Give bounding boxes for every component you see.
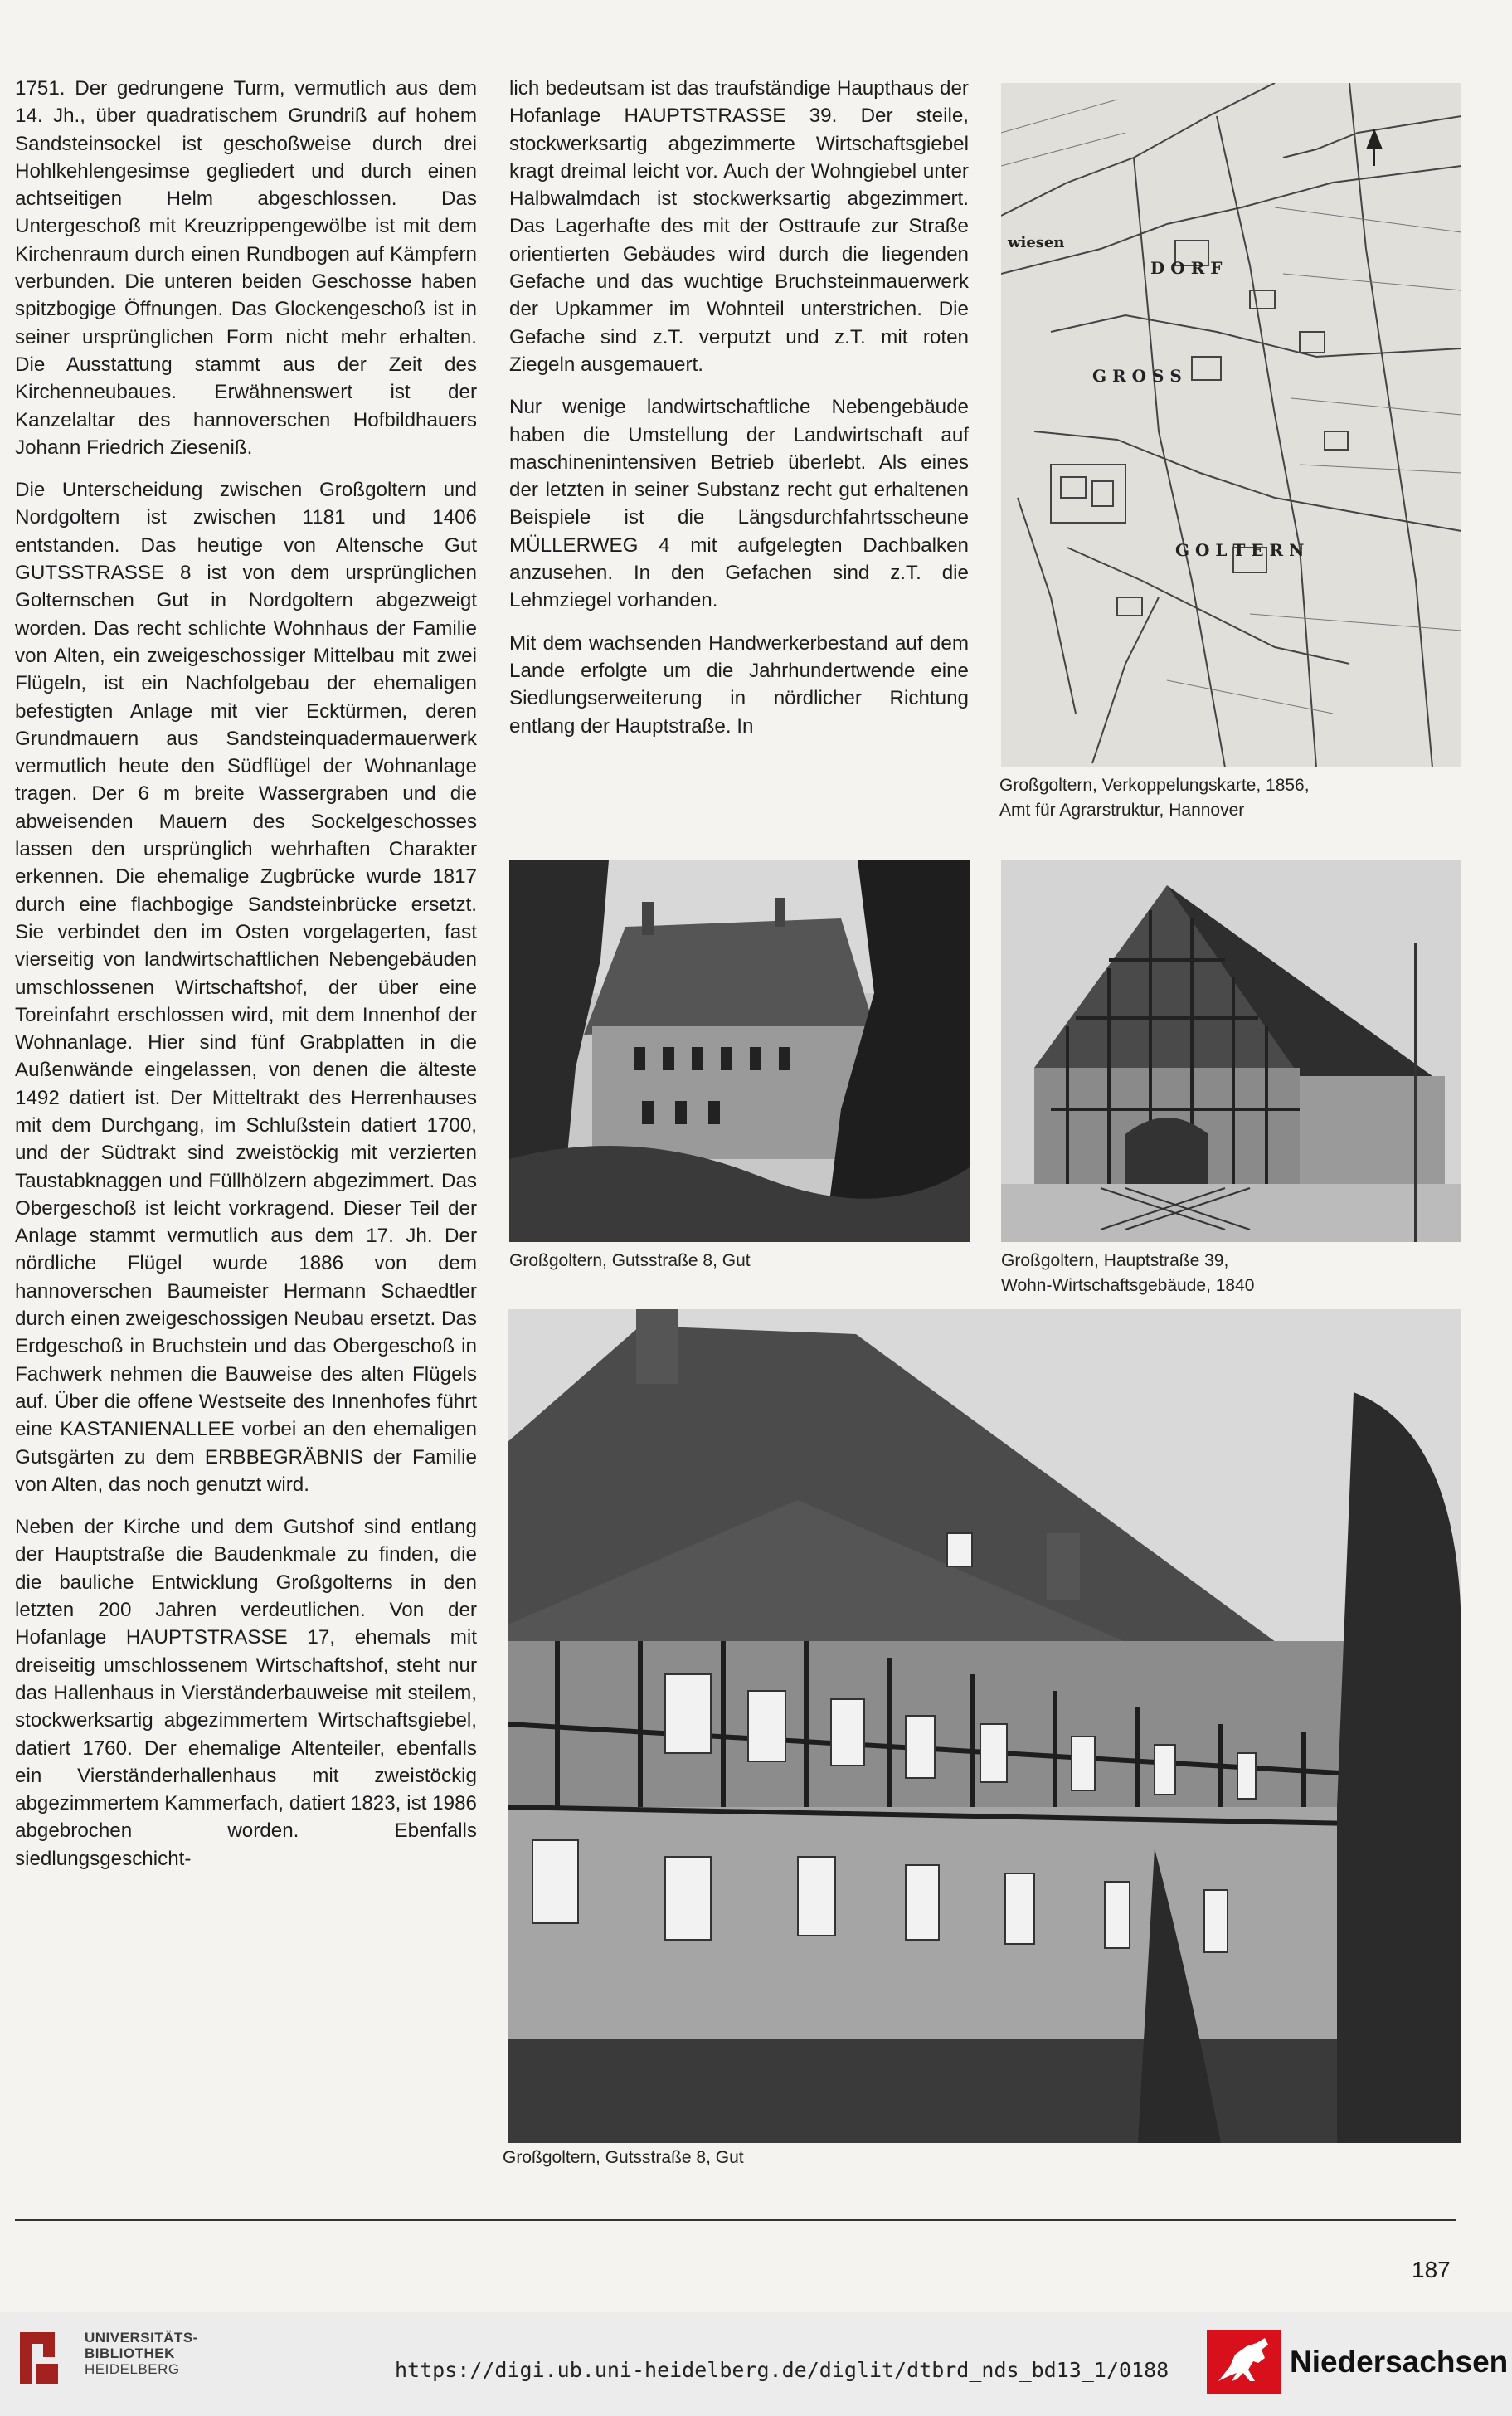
map-label-wiesen: wiesen — [1008, 234, 1065, 251]
page-number: 187 — [1412, 2257, 1451, 2282]
map-label-dorf: D O R F — [1150, 258, 1223, 278]
text-column-left — [15, 75, 477, 1888]
photo-hauptstrasse-39 — [1001, 860, 1461, 1242]
photo2-caption: Großgoltern, Hauptstraße 39, Wohn-Wirtschaftsgebäude, 1840 — [1001, 1251, 1255, 1295]
map-label-goltern: G O L T E R N — [1175, 540, 1305, 560]
lower-saxony-name: Niedersachsen — [1290, 2345, 1509, 2379]
paragraph: Nur wenige landwirtschaftliche Nebengebäude haben die Umstellung der Landwirtschaft auf maschinenintensiven Betrieb überlebt. Als eines der letzten in seiner Substanz recht gut erhaltenen Beispiele ist die Längsdurchfahrtsscheune MÜLLERWEG 4 mit aufgelegten Dachbalken anzusehen. In den Gefachen sind z.T. die Lehmziegel vorhanden. — [509, 396, 969, 612]
photo1-caption: Großgoltern, Gutsstraße 8, Gut — [509, 1251, 751, 1270]
paragraph: Mit dem wachsenden Handwerkerbestand auf dem Lande erfolgte um die Jahrhundertwende eine Siedlungserweiterung in nördlicher Richtung entlang der Hauptstraße. In — [509, 631, 969, 738]
photo-gutsstrasse-garden — [509, 860, 970, 1242]
university-library-name[interactable]: UNIVERSITÄTS- BIBLIOTHEK HEIDELBERG — [85, 2330, 198, 2377]
paragraph: 1751. Der gedrungene Turm, vermutlich aus dem 14. Jh., über quadratischem Grundriß auf hohem Sandsteinsockel ist geschoßweise durch drei Hohlkehlengesimse gegliedert und durch einen achtseitigen Helm abgeschlossen. Das Untergeschoß mit Kreuzrippengewölbe ist mit dem Kirchenraum durch einen Rundbogen auf Kämpfern verbunden. Die unteren beiden Geschosse haben spitzbogige Öffnungen. Das Glockengeschoß ist in seiner ursprünglichen Form nicht mehr erhalten. Die Ausstattung stammt aus der Zeit des Kirchenneubaues. Erwähnenswert ist der Kanzelaltar des hannoverschen Hofbildhauers Johann Friedrich Ziesenіß. — [15, 77, 477, 459]
paragraph: Neben der Kirche und dem Gutshof sind entlang der Hauptstraße die Baudenkmale zu finden, die die bauliche Entwicklung Großgolterns in den letzten 200 Jahren verdeutlichen. Von der Hofanlage HAUPTSTRASSE 17, ehemals mit dreiseitig umschlossenem Wirtschaftshof, steht nur das Hallenhaus in Vierständerbauweise mit steilem, stockwerksartig abgezimmertem Wirtschaftsgiebel, datiert 1760. Der ehemalige Altenteiler, ebenfalls ein Vierständerhallenhaus mit zweistöckig abgezimmertem Kammerfach, datiert 1823, ist 1986 abgebrochen worden. Ebenfalls siedlungsgeschicht- — [15, 1516, 477, 1870]
footer-rule — [15, 2219, 1456, 2221]
lower-saxony-horse-icon — [1207, 2330, 1281, 2394]
university-library-logo-icon[interactable] — [17, 2321, 65, 2394]
paragraph: Die Unterscheidung zwischen Großgoltern und Nordgoltern ist zwischen 1181 und 1406 entstanden. Das heutige von Altensche Gut GUTSSTRASSE 8 ist von dem ursprünglichen Golternschen Gut in Nordgoltern abgezweigt worden. Das recht schlichte Wohnhaus der Familie von Alten, ein zweigeschossiger Mittelbau mit zwei Flügeln, ist ein Nachfolgebau der ehemaligen befestigten Anlage mit vier Ecktürmen, deren Grundmauern aus Sandsteinquadermauerwerk vermutlich heute den Südflügel der Wohnanlage tragen. Der 6 m breite Wassergraben und die abweisenden Mauern des Sockelgeschosses lassen den ursprünglich wehrhaften Charakter erkennen. Die ehemalige Zugbrücke wurde 1817 durch eine flachbogige Sandsteinbrücke ersetzt. Sie verbindet den im Osten vorgelagerten, fast vierseitig von landwirtschaftlichen Nebengebäuden umschlossenen Wirtschaftshof, der über eine Toreinfahrt erschlossen wird, mit dem Innenhof der Wohnanlage. Hier sind fünf Grabplatten in die Außenwände eingelassen, von denen die älteste 1492 datiert ist. Der Mitteltrakt des Herrenhauses mit dem Durchgang, im Schlußstein datiert 1700, und der Südtrakt sind zweistöckig mit verzierten Taustabknaggen und Füllhölzern abgezimmert. Das Obergeschoß ist leicht vorkragend. Dieser Teil der Anlage stammt vermutlich aus dem 17. Jh. Der nördliche Flügel wurde 1886 von dem hannoverschen Baumeister Hermann Schaedtler durch einen zweigeschossigen Neubau ersetzt. Das Erdgeschoß in Bruchstein und das Obergeschoß in Fachwerk nehmen die Bauweise des alten Flügels auf. Über die offene Westseite des Innenhofes führt eine KASTANIENALLEE vorbei an den ehemaligen Gutsgärten zu dem ERBBEGRÄBNIS der Familie von Alten, das noch genutzt wird. — [15, 479, 477, 1496]
photo3-caption: Großgoltern, Gutsstraße 8, Gut — [503, 2148, 744, 2167]
map-caption: Großgoltern, Verkoppelungskarte, 1856, Amt für Agrarstruktur, Hannover — [999, 776, 1310, 820]
source-url-link[interactable]: https://digi.ub.uni-heidelberg.de/diglit/dtbrd_nds_bd13_1/0188 — [395, 2358, 1169, 2382]
map-label-gross: G R O S S — [1092, 366, 1182, 386]
text-column-middle — [509, 75, 969, 755]
paragraph: lich bedeutsam ist das traufständige Haupthaus der Hofanlage HAUPTSTRASSE 39. Der steile, stockwerksartig abgezimmerte Wirtschaftsgiebel kragt dreimal leicht vor. Auch der Wohngiebel unter Halbwalmdach ist stockwerksartig abgezimmert. Das Lagerhafte des mit der Osttraufe zur Straße orientierten Gebäudes wird durch die liegenden Gefache und das wuchtige Bruchsteinmauerwerk der Upkammer im Wohnteil unterstrichen. Die Gefache sind z.T. verputzt und z.T. mit roten Ziegeln ausgemauert. — [509, 77, 969, 376]
map-image — [1001, 83, 1461, 767]
photo-gutsstrasse-large — [508, 1309, 1461, 2143]
